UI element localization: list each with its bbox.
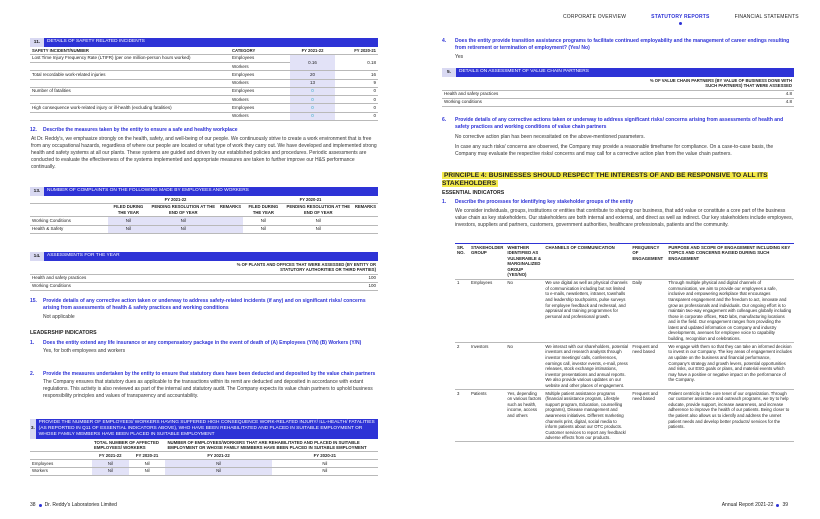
text-segment: 15. [30,298,37,304]
table-header-cell: FILED DURING THE YEAR [243,203,284,217]
table-cell: Number of fatalities [30,87,230,95]
table-header-cell: CHANNELS OF COMMUNICATION [543,244,630,280]
table-cell: 0 [290,96,335,104]
col-header: CATEGORY [230,47,290,54]
value-chain-assessment-section [442,68,794,107]
table-cell: Employees [230,87,290,95]
text-segment: 1. [442,199,447,205]
safety-incidents-table [30,47,378,121]
table-header-cell [30,439,92,452]
table-header-cell: FILED DURING THE YEAR [108,203,149,217]
bullet-dot-icon [776,504,779,507]
table-cell: Nil [129,460,166,468]
table-cell: No [505,343,543,390]
assessments-table [30,261,378,291]
complaints-table [30,196,378,234]
nav-corporate-overview[interactable]: CORPORATE OVERVIEW [563,14,627,20]
table-cell: Yes, depending on various factors such as health, income, access and others [505,390,543,442]
table-header-cell: % OF VALUE CHAIN PARTNERS (BY VALUE OF BUSINESS DONE WITH SUCH PARTNERS) THAT WERE ASSESSED [642,77,794,90]
page-number: 39 [782,502,788,509]
table-cell: Total recordable work-related injuries [30,71,230,79]
table-cell: Patients [469,390,505,442]
table-cell: 0 [290,104,335,112]
bullet-dot-icon [39,504,42,507]
table-header-cell: WHETHER IDENTIFIED AS VULNERABLE & MARGINALIZED GROUP (YES/NO) [505,244,543,280]
assessments-section [30,252,378,291]
year-header: FY 2021-22 [108,196,243,203]
table-cell [30,63,230,71]
table-row [30,112,378,120]
text-segment: 6. [442,117,447,123]
table-row [442,90,794,98]
table-header-cell [30,203,108,217]
table-header-cell: REMARKS [353,203,378,217]
question-number: 12. [30,127,37,133]
table-header-cell: NUMBER OF EMPLOYEES/WORKERS THAT ARE REHABILITATED AND PLACED IN SUITABLE EMPLOYMENT OR WHOSE FAMILY MEMBERS HAVE BEEN PLACED IN SUITABLE EMPLOYMENT [165,439,378,452]
section-title: NUMBER OF COMPLAINTS ON THE FOLLOWING MADE BY EMPLOYEES AND WORKERS [47,188,249,194]
table-header-cell [442,77,642,90]
table-cell: Multiple patient assistance programs (financial assistance program, Lifestyle support program, Education, counselling programs), Disease management and awareness initiatives. Different marketing channels print, digital, social media to inform patients about our OTC products. Customer services to report any feedback/ adverse effects from our products. [543,390,630,442]
table-row [30,282,378,290]
table-row [455,390,794,442]
essential-indicators-heading: ESSENTIAL INDICATORS [442,190,505,196]
table-cell: Nil [165,467,271,475]
table-cell: Nil [243,217,284,225]
table-row [30,79,378,87]
table-cell: 0.18 [335,54,378,71]
table-cell: We use digital as well as physical channels of communication including but not limited to e-mails, newsletters, intranet, townhalls and leadership touchpoints, pulse surveys for employee feedback and redressal, and appraisal and training programmes for personal and professional growth. [543,279,630,343]
table-cell: Nil [92,460,129,468]
text-segment: 1. [30,340,35,346]
section-header-bar [30,419,378,439]
table-cell: Employees [230,71,290,79]
table-cell: 0 [335,87,378,95]
table-row [30,104,378,112]
leadership-question-2 [30,371,378,400]
table-cell: Investors [469,343,505,390]
table-cell: Workers [230,96,290,104]
report-name: Annual Report 2021-22 [721,502,774,509]
table-cell: Nil [165,460,271,468]
table-header-cell: FY 2020-21 [129,452,166,460]
table-cell: Nil [243,225,284,233]
table-cell: We interact with our shareholders, potential investors and research analysts through investor meetings/ calls, conferences, earnings call, investor events, e-mail, press releases, stock exchange intimations, investor presentations and annual reports. We also provide various updates on our website and other places of engagement. [543,343,630,390]
answer-text: We consider individuals, groups, institutions or entities that contribute to shaping our business, that add value or constitute a core part of the business value chain as key stakeholders. Our stakeholders are both internal and external, and direct as well as indirect. Our key stakeholders include employees, investors, suppliers and partners, customers, government authorities, healthcare professionals, patients and the community. [455,207,793,228]
table-cell: 100 [220,282,378,290]
col-header: % OF PLANTS AND OFFICES THAT WERE ASSESSED (BY ENTITY OR STATUTORY AUTHORITIES OR THIRD PARTIES) [220,261,378,274]
question-15 [30,298,378,321]
table-header-cell: FY 2021-22 [92,452,129,460]
question-12 [30,127,378,171]
text-segment: 4. [442,38,447,44]
leadership-question-1 [30,340,378,355]
table-row [30,96,378,104]
table-cell: Nil [272,460,378,468]
table-row [455,343,794,390]
table-cell [218,217,243,225]
table-cell: Working Conditions [30,217,108,225]
table-header-cell: FY 2021-22 [165,452,271,460]
table-header-cell: FREQUENCY OF ENGAGEMENT [630,244,666,280]
table-cell: Nil [284,225,353,233]
table-header-cell [30,452,92,460]
year-header: FY 2020-21 [243,196,378,203]
table-cell: Nil [129,467,166,475]
section-header-bar [442,68,794,77]
table-header-cell: TOTAL NUMBER OF AFFECTED EMPLOYEES/ WORKERS [92,439,165,452]
table-header-cell: PENDING RESOLUTION AT THE END OF YEAR [284,203,353,217]
table-row [455,279,794,343]
table-cell: Employees [230,104,290,112]
table-cell: Workers [30,467,92,475]
table-header-cell [30,196,108,203]
table-cell: Nil [284,217,353,225]
table-cell: 0 [335,112,378,120]
text-segment: DETAILS ON ASSESSMENT OF VALUE CHAIN PARTNERS [459,69,589,75]
table-cell: Nil [149,217,218,225]
table-cell [30,96,230,104]
table-cell [30,112,230,120]
right-footer [722,502,788,509]
section-number: 13. [30,187,44,196]
answer-text: The Company ensures that statutory dues as applicable to the transactions within its remit are deducted and deposited in accordance with extant regulations. This activity is also reviewed as part of the internal and statutory audit. The Company expects its value chain partners to uphold business responsibility principles and values of transparency and accountability. [43,378,373,399]
leadership-indicators-heading: LEADERSHIP INDICATORS [30,330,97,336]
table-cell: Health & Safety [30,225,108,233]
table-header-cell: FY 2020-21 [272,452,378,460]
table-header-cell: REMARKS [218,203,243,217]
nav-statutory-reports[interactable]: STATUTORY REPORTS [651,14,710,20]
table-cell: 4.8 [642,90,794,98]
text-segment: Describe the processes for identifying key stakeholder groups of the entity [455,199,634,205]
text-segment: Provide details of any corrective action taken or underway to address safety-related incidents (if any) and on significant risks/ concerns arising from assessments of health & safety practices and working conditions [43,298,366,311]
table-row [442,98,794,106]
text-segment: Does the entity provide transition assistance programs to facilitate continued employability and the management of career endings resulting from retirement or termination of employment? (Yes/ No) [455,38,790,51]
text-segment: Provide details of any corrective actions taken or underway to address significant risks/ concerns arising from assessments of health and safety practices and working conditions of value chain partners [455,117,784,130]
table-cell [353,225,378,233]
table-cell: Employees [30,460,92,468]
answer-text: Yes, for both employees and workers [43,347,126,354]
table-cell: Frequent and need based [630,390,666,442]
safety-incidents-section [30,38,378,121]
table-cell: Employees [469,279,505,343]
table-cell: 2 [455,343,469,390]
section-number: 11. [30,38,44,47]
table-cell: Frequent and need based [630,343,666,390]
table-cell: Nil [272,467,378,475]
rehabilitation-table [30,439,378,476]
answer-text: At Dr. Reddy's, we emphasize strongly on the health, safety, and well-being of our people. We continuously strive to create a work environment that is free from any occupational hazards, regardless of where our people are located or what type of work they carry out. We have developed and implemented strong health and safety systems at all our plants. These systems are guided and driven by our established policies and procedures. Periodic assessments are conducted to evaluate the effectiveness of the systems implemented and appropriate measures are taken to further improve our H&S performance continually. [31,135,377,171]
table-cell: 3 [455,390,469,442]
complaints-section [30,187,378,234]
essential-question-1 [442,199,794,229]
table-header-cell: STAKEHOLDER GROUP [469,244,505,280]
table-row [30,274,378,282]
table-cell: Patient centricity is the core tenet of our organization. Through our customer assistance and outreach programs, we try to help educate, provide support, increase awareness, and increase adherence to improve the health of our patients. Being closer to the patient also allows us to identify and address the unmet patient needs and develop better products/ services for the patients. [666,390,794,442]
section-header-bar [30,252,378,261]
question-6 [442,117,794,158]
section-title: ASSESSMENTS FOR THE YEAR [47,253,120,259]
table-row [30,54,378,62]
table-header-cell: PENDING RESOLUTION AT THE END OF YEAR [149,203,218,217]
table-cell: 100 [220,274,378,282]
text-segment: 5. [442,68,456,77]
table-cell: Employees [230,54,290,62]
text-segment: No corrective action plan has been necessitated on the above-mentioned parameters. [455,133,645,140]
table-cell: Daily [630,279,666,343]
table-cell: Workers [230,112,290,120]
table-cell: 0.16 [290,54,335,71]
answer-text: Yes [455,53,464,60]
table-cell: Nil [108,217,149,225]
table-cell: Working Conditions [30,282,220,290]
table-cell [218,225,243,233]
table-cell: Through multiple physical and digital channels of communication, we aim to provide our employees a safe, inclusive and empowering workplace that encourages transparent engagement and the freedom to act, innovate and grow as professionals and individuals. Our ongoing effort is to maintain two-way engagement with colleagues globally including those in corporate offices, R&D labs, manufacturing locations and in the field. Our engagement ranges from providing the latest and updated information on Company and industry developments, avenues for employee voice to capability building, recognition and celebrations. [666,279,794,343]
table-cell: Nil [92,467,129,475]
nav-financial-statements[interactable]: FINANCIAL STATEMENTS [734,14,799,20]
text-segment: PROVIDE THE NUMBER OF EMPLOYEES/ WORKERS HAVING SUFFERED HIGH CONSEQUENCE WORK-RELATED INJURY/ ILL-HEALTH/ FATALITIES (AS REPORTED IN Q11 OF ESSENTIAL INDICATORS ABOVE), WHO HAVE BEEN REHABILITATED AND PLACED IN SUITABLE EMPLOYMENT OR WHOSE FAMILY MEMBERS HAVE BEEN PLACED IN SUITABLE EMPLOYMENT [38,420,375,437]
value-chain-table [442,77,794,107]
table-cell: Health and safety practices [30,274,220,282]
answer-text: Not applicable [43,313,75,320]
table-row [30,460,378,468]
table-cell: 4.8 [642,98,794,106]
table-cell [30,79,230,87]
table-cell: Health and safety practices [442,90,642,98]
table-cell: 0 [290,87,335,95]
text-segment: 3. [30,419,36,439]
text-segment: In case any such risks/ concerns are observed, the Company may provide a reasonable timeframe for compliance. On a case-to-case basis, the Company may evaluate the respective risks/ concerns and may call for a corrective action plan from the value chain partners. [455,143,774,157]
left-footer [30,502,117,509]
question-text: Describe the measures taken by the entity to ensure a safe and healthy workplace [43,127,238,133]
table-cell: 13 [290,79,335,87]
table-cell: No [505,279,543,343]
table-cell: 0 [335,96,378,104]
table-cell: High consequence work-related injury or ill-health (excluding fatalities) [30,104,230,112]
col-header: SAFETY INCIDENT/NUMBER [30,47,230,54]
text-segment: Does the entity extend any life insurance or any compensatory package in the event of death of (A) Employees (Y/N) (B) Workers (Y/N) [43,340,362,346]
table-header-cell: PURPOSE AND SCOPE OF ENGAGEMENT INCLUDING KEY TOPICS AND CONCERNS RAISED DURING SUCH ENGAGEMENT [666,244,794,280]
right-page [410,0,820,519]
table-cell: 9 [335,79,378,87]
table-cell: Nil [108,225,149,233]
company-name: Dr. Reddy's Laboratories Limited [44,502,117,509]
text-segment: 2. [30,371,35,377]
stakeholder-table [455,243,794,442]
table-row [30,217,378,225]
table-cell: 16 [335,71,378,79]
table-cell: 20 [290,71,335,79]
stakeholder-table-wrap [455,243,794,442]
page-number: 38 [30,502,36,509]
table-cell: Workers [230,63,290,71]
table-cell: 0 [290,112,335,120]
table-cell: Workers [230,79,290,87]
table-cell: 0 [335,104,378,112]
table-header-cell [30,261,220,274]
table-cell: 1 [455,279,469,343]
table-row [30,467,378,475]
table-cell [353,217,378,225]
principle-4-heading: PRINCIPLE 4: BUSINESSES SHOULD RESPECT THE INTERESTS OF AND BE RESPONSIVE TO ALL ITS STAKEHOLDERS [442,172,768,187]
text-segment: Provide the measures undertaken by the entity to ensure that statutory dues have been deducted and deposited by the value chain partners [43,371,376,377]
table-cell: Lost Time Injury Frequency Rate (LTIFR) (per one million-person hours worked) [30,54,230,62]
table-row [30,87,378,95]
col-header: FY 2021-22 [290,47,335,54]
table-cell: We engage with them so that they can take an informed decision to invest in our Company. The key areas of engagement includes an update on the business and financial performance, Company's strategy and growth levers, potential opportunities and risks, our ESG goals or plans, and material events which may have a positive or negative impact on the performance of the Company. [666,343,794,390]
table-cell: Nil [149,225,218,233]
table-row [30,225,378,233]
col-header: FY 2020-21 [335,47,378,54]
section-header-bar [30,187,378,196]
section-number: 14. [30,252,44,261]
section-header-bar [30,38,378,47]
table-cell: Working conditions [442,98,642,106]
table-header-cell: SR. NO. [455,244,469,280]
question-4 [442,38,794,61]
table-row [30,71,378,79]
section-title: DETAILS OF SAFETY RELATED INCIDENTS [47,39,145,45]
rehabilitation-section [30,419,378,476]
